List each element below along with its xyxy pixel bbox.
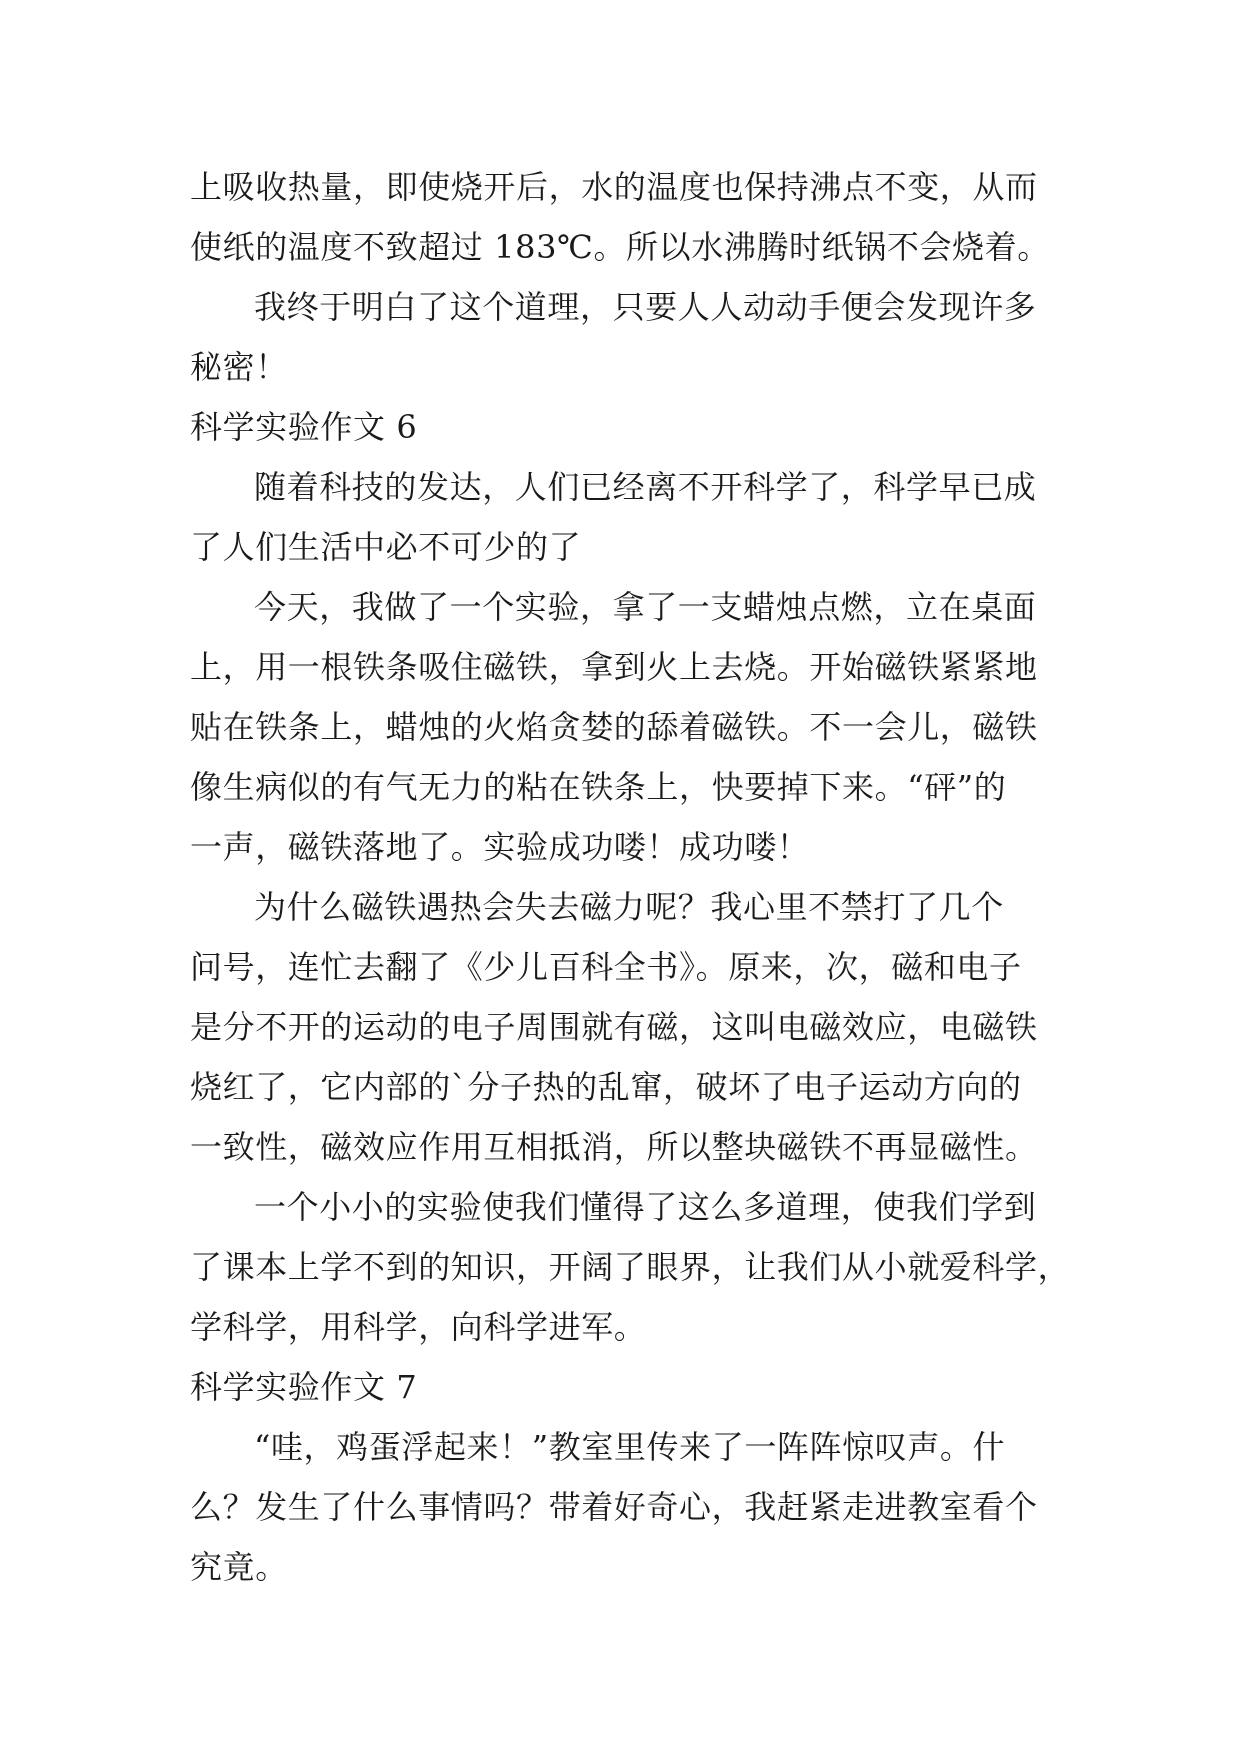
text-line: 使纸的温度不致超过 183℃。所以水沸腾时纸锅不会烧着。	[190, 228, 1050, 266]
text-line: 贴在铁条上，蜡烛的火焰贪婪的舔着磁铁。不一会儿，磁铁	[190, 708, 1038, 746]
paragraph-start-line: 今天，我做了一个实验，拿了一支蜡烛点燃，立在桌面	[254, 588, 1037, 626]
paragraph-start-line: “哇，鸡蛋浮起来！”教室里传来了一阵阵惊叹声。什	[254, 1428, 1006, 1466]
text-line: 一致性，磁效应作用互相抵消，所以整块磁铁不再显磁性。	[190, 1128, 1038, 1166]
text-line: 是分不开的运动的电子周围就有磁，这叫电磁效应，电磁铁	[190, 1008, 1038, 1046]
text-line: 秘密！	[190, 348, 288, 386]
paragraph-start-line: 为什么磁铁遇热会失去磁力呢？我心里不禁打了几个	[254, 888, 1004, 926]
text-line: 一声，磁铁落地了。实验成功喽！成功喽！	[190, 828, 810, 866]
document-body	[190, 157, 1070, 1597]
paragraph-start-line: 一个小小的实验使我们懂得了这么多道理，使我们学到	[254, 1188, 1037, 1226]
text-line: 上，用一根铁条吸住磁铁，拿到火上去烧。开始磁铁紧紧地	[190, 648, 1038, 686]
text-line: 究竟。	[190, 1548, 288, 1586]
text-line: 了人们生活中必不可少的了	[190, 528, 582, 566]
text-line: 问号，连忙去翻了《少儿百科全书》。原来，次，磁和电子	[190, 948, 1022, 986]
text-line: 学科学，用科学，向科学进军。	[190, 1308, 647, 1346]
section-heading: 科学实验作文 6	[190, 408, 418, 446]
text-line: 像生病似的有气无力的粘在铁条上，快要掉下来。“砰”的	[190, 768, 1007, 806]
text-line: 上吸收热量，即使烧开后，水的温度也保持沸点不变，从而	[190, 168, 1038, 206]
section-heading: 科学实验作文 7	[190, 1368, 418, 1406]
text-line: 烧红了，它内部的`分子热的乱窜，破坏了电子运动方向的	[190, 1068, 1022, 1106]
paragraph-start-line: 我终于明白了这个道理，只要人人动动手便会发现许多	[254, 288, 1037, 326]
text-line: 了课本上学不到的知识，开阔了眼界，让我们从小就爱科学，	[190, 1248, 1071, 1286]
text-line: 么？发生了什么事情吗？带着好奇心，我赶紧走进教室看个	[190, 1488, 1038, 1526]
paragraph-start-line: 随着科技的发达，人们已经离不开科学了，科学早已成	[254, 468, 1037, 506]
